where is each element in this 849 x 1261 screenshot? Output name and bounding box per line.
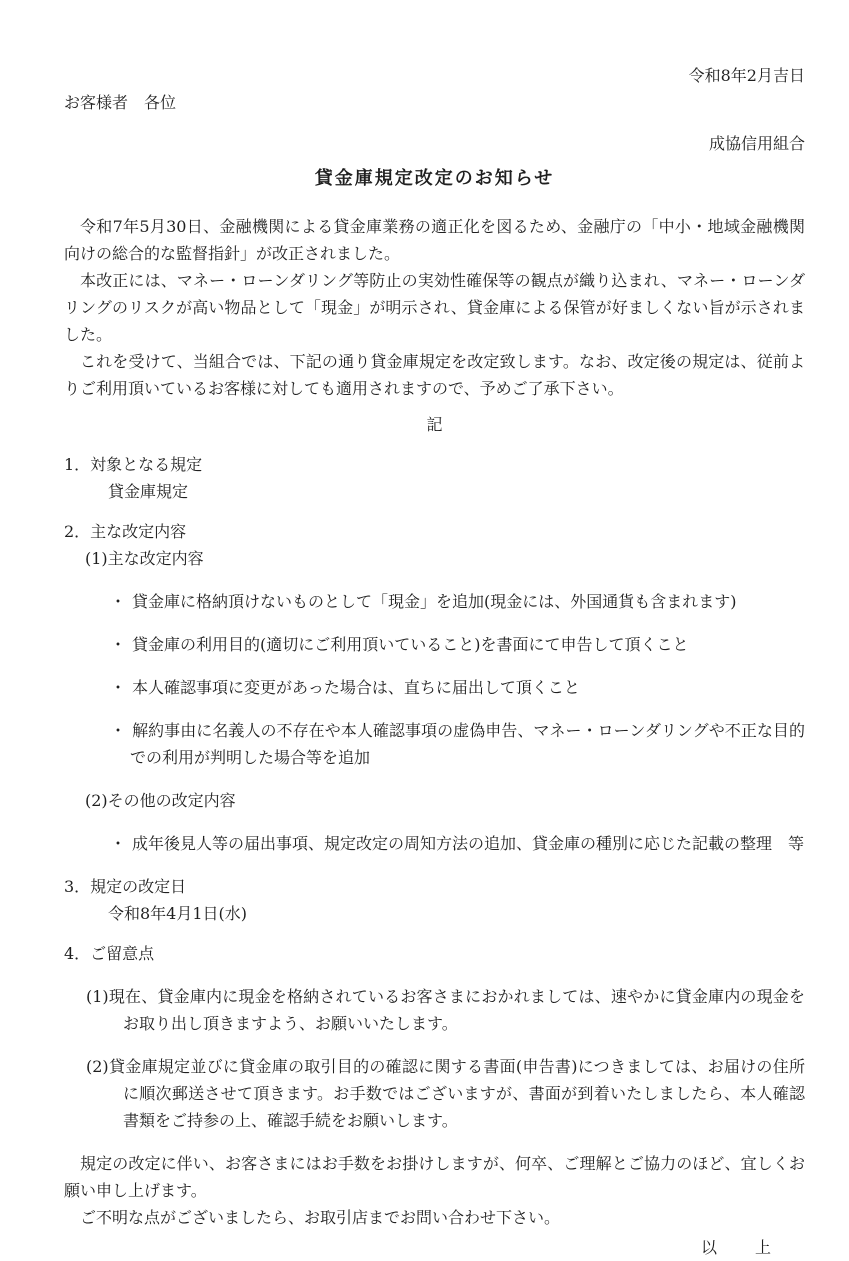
intro-paragraph-3: これを受けて、当組合では、下記の通り貸金庫規定を改定致します。なお、改定後の規定は、従前よりご利用頂いているお客様に対しても適用されますので、予めご了承下さい。: [64, 352, 805, 398]
document-date: 令和8年2月吉日: [688, 66, 805, 85]
bullet-icon: ・: [110, 592, 127, 611]
section-3-body: 令和8年4月1日(水): [108, 904, 248, 923]
list-item-text: 貸金庫の利用目的(適切にご利用頂いていること)を書面にて申告して頂くこと: [132, 635, 689, 654]
section-4-heading: 4．ご留意点: [64, 944, 155, 963]
intro-paragraph-2: 本改正には、マネー・ローンダリング等防止の実効性確保等の観点が織り込まれ、マネー・ローンダリングのリスクが高い物品として「現金」が明示され、貸金庫による保管が好ましくない旨が示されました。: [64, 271, 805, 344]
section-1-body: 貸金庫規定: [108, 482, 189, 501]
section-2-sub-2-label: (2)その他の改定内容: [85, 791, 236, 810]
list-item: [110, 830, 805, 857]
section-2-heading: 2．主な改定内容: [64, 522, 187, 541]
ki-marker: 記: [426, 415, 443, 434]
intro-paragraphs: [64, 213, 805, 402]
section-2-sub-1-label: (1)主な改定内容: [85, 549, 204, 568]
section-1-heading: 1．対象となる規定: [64, 455, 203, 474]
list-item: [110, 717, 805, 771]
notice-item-1: (1)現在、貸金庫内に現金を格納されているお客さまにおかれましては、速やかに貸金庫内の現金をお取り出し頂きますよう、お願いいたします。: [86, 987, 805, 1033]
section-4-notes: [64, 940, 805, 1134]
notice-item-2: (2)貸金庫規定並びに貸金庫の取引目的の確認に関する書面(申告書)につきましては、お届けの住所に順次郵送させて頂きます。お手数ではございますが、書面が到着いたしましたら、本人確認書類をご持参の上、確認手続をお願いします。: [86, 1057, 805, 1130]
list-item-text: 解約事由に名義人の不存在や本人確認事項の虚偽申告、マネー・ローンダリングや不正な目的での利用が判明した場合等を追加: [130, 721, 805, 767]
closing-paragraph-1: 規定の改定に伴い、お客さまにはお手数をお掛けしますが、何卒、ご理解とご協力のほど、宜しくお願い申し上げます。: [64, 1154, 805, 1200]
sender-organization: 成協信用組合: [708, 134, 805, 153]
bullet-icon: ・: [110, 678, 127, 697]
closing-paragraph-2: ご不明な点がございましたら、お取引店までお問い合わせ下さい。: [80, 1208, 561, 1227]
bullet-icon: ・: [110, 834, 127, 853]
section-3-heading: 3．規定の改定日: [64, 877, 187, 896]
section-2-main-changes: [64, 518, 805, 857]
bullet-icon: ・: [110, 721, 127, 740]
bullet-icon: ・: [110, 635, 127, 654]
list-item-text: 貸金庫に格納頂けないものとして「現金」を追加(現金には、外国通貨も含まれます): [132, 592, 737, 611]
list-item: [110, 588, 805, 615]
sign-off: 以 上: [700, 1238, 773, 1257]
list-item-text: 本人確認事項に変更があった場合は、直ちに届出して頂くこと: [132, 678, 580, 697]
addressee: お客様者 各位: [64, 93, 177, 112]
list-item-text: 成年後見人等の届出事項、規定改定の周知方法の追加、貸金庫の種別に応じた記載の整理 等: [132, 834, 805, 853]
document-title: 貸金庫規定改定のお知らせ: [314, 168, 555, 189]
list-item: [110, 674, 805, 701]
closing-paragraphs: [64, 1150, 805, 1231]
section-3-revision-date: [64, 873, 805, 927]
intro-paragraph-1: 令和7年5月30日、金融機関による貸金庫業務の適正化を図るため、金融庁の「中小・地域金融機関向けの総合的な監督指針」が改正されました。: [64, 217, 805, 263]
section-1-target-regulation: [64, 451, 805, 505]
list-item: [110, 631, 805, 658]
